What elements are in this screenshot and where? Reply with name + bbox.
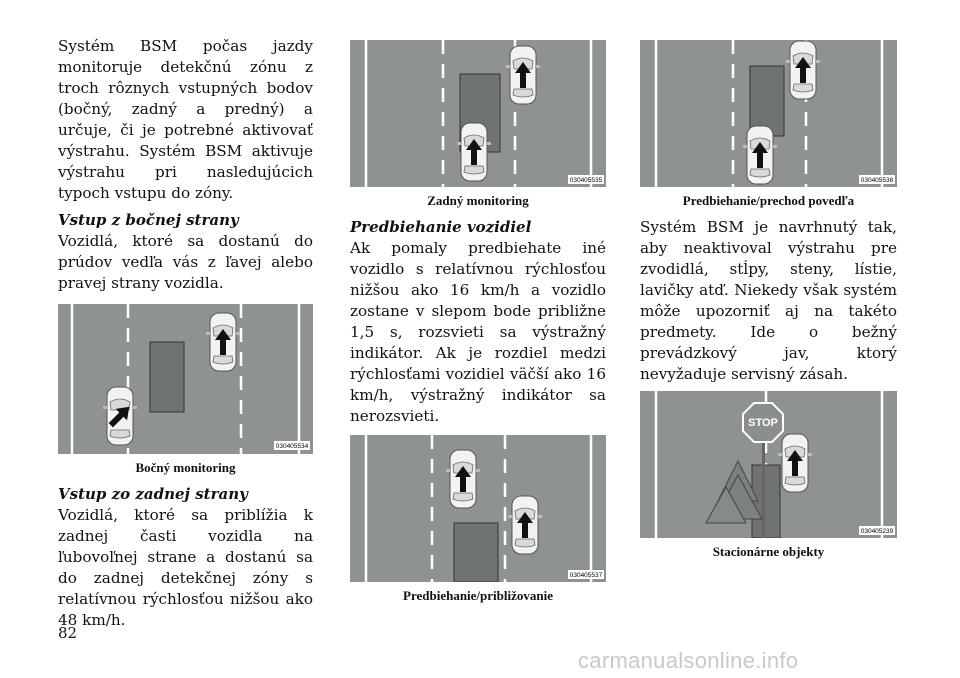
side-entry-text: Vozidlá, ktoré sa dostanú do prúdov vedľa vás z ľavej alebo pravej strany vozidla. — [58, 232, 313, 292]
figure-code: 030405534 — [275, 443, 309, 450]
figure-side-monitoring — [58, 304, 313, 454]
blind-spot-zone — [150, 342, 184, 412]
figure-passing-approaching — [350, 435, 606, 582]
entering-car — [103, 387, 137, 445]
approaching-car — [457, 123, 491, 181]
figure-rear-monitoring — [350, 40, 606, 187]
column-1 — [58, 36, 313, 631]
blind-spot-zone — [750, 66, 784, 136]
own-car — [446, 450, 480, 508]
passing-text: Ak pomaly predbiehate iné vozidlo s relatívnou rýchlosťou nižšou ako 16 km/h a vozidlo zostane v slepom bode približne 1,5 s, rozsvieti sa výstražný indikátor. Ak je rozdiel medzi rýchlosťami vozidiel väčší ako 16 km/h, výstražný indikátor sa nerozsvieti. — [350, 239, 606, 425]
stop-label: STOP — [748, 417, 778, 429]
own-car — [206, 313, 240, 371]
passing-car — [743, 126, 777, 184]
rear-entry-heading: Vstup zo zadnej strany — [58, 485, 248, 503]
figure-code: 030405239 — [860, 528, 894, 535]
figure-code: 030405535 — [569, 177, 603, 184]
intro-paragraph: Systém BSM počas jazdy monitoruje detekčnú zónu z troch rôznych vstupných bodov (bočný, zadný a predný) a určuje, či je potrebné aktivovať výstrahu. Systém BSM aktivuje výstrahu pri nasledujúcich typoch vstupu do zóny. — [58, 37, 313, 202]
own-car — [786, 41, 820, 99]
own-car — [778, 434, 812, 492]
stationary-text: Systém BSM je navrhnutý tak, aby neaktivoval výstrahu pre zvodidlá, stĺpy, steny, lístie, lavičky atď. Niekedy však systém môže upozorniť aj na takéto predmety. Ide o bežný prevádzkový jav, ktorý nevyžaduje servisný zásah. — [640, 218, 897, 383]
figure-code: 030405538 — [860, 177, 894, 184]
figure-caption: Predbiehanie/prechod povedľa — [682, 193, 855, 208]
rear-entry-text: Vozidlá, ktoré sa priblížia k zadnej časti vozidla na ľubovoľnej strane a dostanú sa do zadnej detekčnej zóny s relatívnou rýchlosťou nižšou ako 48 km/h. — [58, 506, 313, 629]
figure-stationary-objects — [640, 391, 897, 538]
own-car — [506, 46, 540, 104]
blind-spot-zone — [454, 523, 498, 582]
figure-passing-alongside — [640, 40, 897, 187]
figure-caption: Stacionárne objekty — [712, 544, 825, 559]
passing-heading: Predbiehanie vozidiel — [350, 218, 532, 236]
figure-caption: Bočný monitoring — [135, 460, 236, 475]
side-entry-heading: Vstup z bočnej strany — [58, 211, 239, 229]
figure-code: 030405537 — [569, 572, 603, 579]
column-2 — [350, 40, 606, 604]
page-number: 82 — [58, 624, 78, 642]
figure-caption: Zadný monitoring — [427, 193, 529, 208]
column-3 — [640, 40, 897, 560]
passing-car — [508, 496, 542, 554]
figure-caption: Predbiehanie/približovanie — [403, 588, 553, 603]
watermark: carmanualsonline.info — [578, 648, 799, 673]
